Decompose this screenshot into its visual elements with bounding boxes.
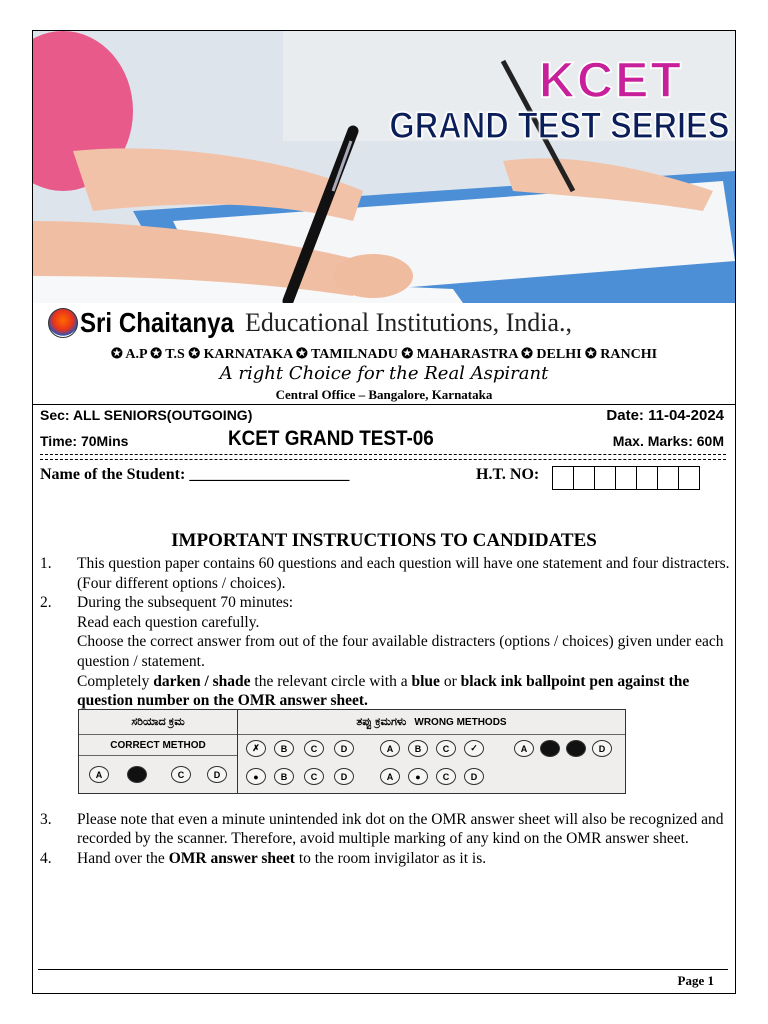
hall-ticket-label: H.T. NO: <box>476 466 540 483</box>
omr-example-image <box>78 709 626 794</box>
item-number: 4. <box>40 849 52 867</box>
list-item <box>40 849 730 869</box>
max-marks: Max. Marks: 60M <box>612 433 724 449</box>
central-office: Central Office – Bangalore, Karnataka <box>275 387 493 402</box>
brand-name: Sri Chaitanya <box>80 307 234 338</box>
footer-divider <box>38 969 728 970</box>
page-number: Page 1 <box>677 973 714 988</box>
institution-header <box>48 307 572 339</box>
states-list: ✪ A.P ✪ T.S ✪ KARNATAKA ✪ TAMILNADU ✪ MAHARASTRA ✪ DELHI ✪ RANCHI <box>110 347 658 362</box>
bubble-c: C <box>171 766 191 783</box>
exam-time: Time: 70Mins <box>40 433 129 449</box>
banner-photo <box>33 31 735 303</box>
item-number: 1. <box>40 555 52 572</box>
banner-grand-test-series: GRAND TEST SERIES <box>388 105 729 146</box>
bubble-crossed: ✗ <box>246 740 266 757</box>
item-text: This question paper contains 60 questions and each question will have one statement and four distracters. (Four different options / choices). <box>77 555 730 592</box>
correct-method-panel <box>79 710 238 793</box>
item-number: 3. <box>40 810 52 828</box>
instructions-heading: IMPORTANT INSTRUCTIONS TO CANDIDATES <box>171 530 597 551</box>
exam-title: KCET GRAND TEST-06 <box>228 427 434 450</box>
double-divider <box>40 454 726 460</box>
item-text <box>77 593 730 711</box>
brand-suffix: Educational Institutions, India., <box>244 308 573 337</box>
hall-ticket-boxes[interactable] <box>552 466 700 490</box>
list-item <box>40 554 730 593</box>
item-text: Hand over the OMR answer sheet to the room invigilator as it is. <box>77 849 487 867</box>
institution-logo-icon <box>48 308 78 338</box>
item-line: Choose the correct answer from out of the four available distracters (options / choices) given under each question / statement. <box>77 633 724 670</box>
bubble-a: A <box>89 766 109 783</box>
bubble-filled <box>127 766 147 783</box>
list-item <box>40 593 730 711</box>
list-item <box>40 810 730 849</box>
wrong-methods-panel: ತಪ್ಪು ಕ್ರಮಗಳು WRONG METHODS ✗ B C D A B C ✓ A D ● B C D A ● C D <box>238 710 625 793</box>
item-line: Read each question carefully. <box>77 613 260 631</box>
wrong-methods-header: ತಪ್ಪು ಕ್ರಮಗಳು WRONG METHODS <box>238 710 625 735</box>
item-line: During the subsequent 70 minutes: <box>77 594 294 612</box>
tagline: A right Choice for the Real Aspirant <box>219 363 549 384</box>
section-label: Sec: ALL SENIORS(OUTGOING) <box>40 407 253 423</box>
bubble-half: ● <box>408 768 428 785</box>
exam-date: Date: 11-04-2024 <box>606 407 724 424</box>
item-number: 2. <box>40 594 52 612</box>
banner-kcet: KCET <box>538 52 683 108</box>
item-line: Completely darken / shade the relevant circle with a blue or black ink ballpoint pen against the question number on the OMR answer sheet. <box>77 672 690 710</box>
student-name-field[interactable]: Name of the Student: ____________________ <box>40 466 350 483</box>
item-text: Please note that even a minute unintended ink dot on the OMR answer sheet will also be recognized and recorded by the scanner. Therefore, avoid multiple marking of any kind on the OMR answer sheet. <box>77 810 724 848</box>
correct-method-kn: ಸರಿಯಾದ ಕ್ರಮ <box>79 710 237 735</box>
bubble-dotted: ● <box>246 768 266 785</box>
correct-method-en: CORRECT METHOD <box>79 735 237 756</box>
bubble-d: D <box>207 766 227 783</box>
bubble-ticked: ✓ <box>464 740 484 757</box>
divider <box>33 404 735 405</box>
